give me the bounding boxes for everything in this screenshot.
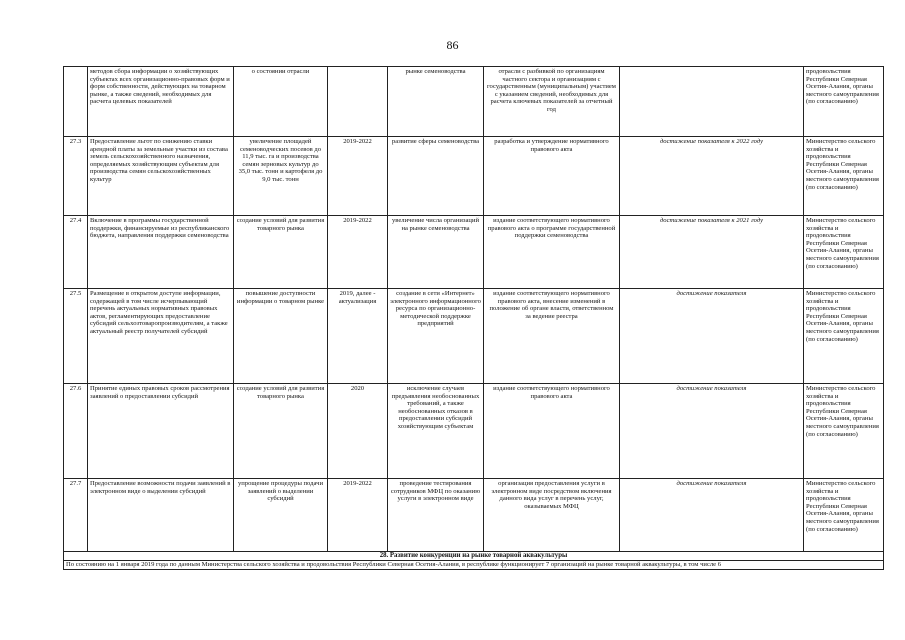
result-cell: упрощение процедуры подачи заявлений о выделении субсидий xyxy=(234,479,328,552)
section-title: 28. Развитие конкуренции на рынке товарной аквакультуры xyxy=(64,552,884,561)
period-cell xyxy=(328,67,388,137)
document-cell: организация предоставления услуги в электронном виде посредством включения данного вида услуг в перечень услуг, оказываемых МФЦ xyxy=(484,479,620,552)
indicator-cell: достижение показателя к 2022 году xyxy=(620,137,804,216)
period-cell: 2019, далее - актуализация xyxy=(328,289,388,384)
indicator-cell: достижение показателя xyxy=(620,479,804,552)
document-cell: отрасли с разбивкой по организациям частного сектора и организациям с государственным (муниципальным) участием с указанием сведений, необходимых для расчета ключевых показателей за отчетный год xyxy=(484,67,620,137)
effect-cell: исключение случаев предъявления необоснованных требований, а также необоснованных отказов в предоставлении субсидий хозяйствующим субъектам xyxy=(388,384,484,479)
row-number: 27.6 xyxy=(64,384,88,479)
activity-cell: методов сбора информации о хозяйствующих субъектах всех организационно-правовых форм и форм собственности, действующих на товарном рынке, а также сведений, необходимых для расчета целевых показателей xyxy=(88,67,234,137)
effect-cell: проведение тестирования сотрудников МФЦ по оказанию услуги в электронном виде xyxy=(388,479,484,552)
document-cell: издание соответствующего нормативного правового акта, внесение изменений в положение об органе власти, ответственном за ведение реестра xyxy=(484,289,620,384)
result-cell: увеличение площадей семеноводческих посевов до 11,9 тыс. га и производства семян зерновых культур до 35,0 тыс. тонн и картофеля до 9,0 тыс. тонн xyxy=(234,137,328,216)
executor-cell: Министерство сельского хозяйства и продовольствия Республики Северная Осетия-Алания, органы местного самоуправления (по согласованию) xyxy=(804,479,884,552)
period-cell: 2019-2022 xyxy=(328,216,388,289)
row-number: 27.5 xyxy=(64,289,88,384)
executor-cell: Министерство сельского хозяйства и продовольствия Республики Северная Осетия-Алания, органы местного самоуправления (по согласованию) xyxy=(804,137,884,216)
activity-cell: Размещение в открытом доступе информации, содержащей в том числе исчерпывающий перечень актуальных нормативных правовых актов, регламентирующих предоставление субсидий сельхозтоваропроизводителям, а также актуальный реестр получателей субсидий xyxy=(88,289,234,384)
page-number: 86 xyxy=(446,38,459,52)
indicator-cell: достижение показателя xyxy=(620,289,804,384)
result-cell: создание условий для развития товарного рынка xyxy=(234,216,328,289)
effect-cell: развитие сферы семеноводства xyxy=(388,137,484,216)
period-cell: 2019-2022 xyxy=(328,479,388,552)
document-cell: издание соответствующего нормативного правового акта о программе государственной поддержки семеноводства xyxy=(484,216,620,289)
table-body xyxy=(64,67,884,570)
activity-cell: Предоставление возможности подачи заявлений в электронном виде о выделении субсидий xyxy=(88,479,234,552)
document-cell: издание соответствующего нормативного правового акта xyxy=(484,384,620,479)
period-cell: 2020 xyxy=(328,384,388,479)
note-row xyxy=(64,561,884,570)
effect-cell: рынке семеноводства xyxy=(388,67,484,137)
executor-cell: продовольствия Республики Северная Осетия-Алания, органы местного самоуправления (по согласованию) xyxy=(804,67,884,137)
document-cell: разработка и утверждение нормативного правового акта xyxy=(484,137,620,216)
row-number xyxy=(64,67,88,137)
indicator-cell: достижение показателя xyxy=(620,384,804,479)
section-row xyxy=(64,552,884,561)
executor-cell: Министерство сельского хозяйства и продовольствия Республики Северная Осетия-Алания, органы местного самоуправления (по согласованию) xyxy=(804,384,884,479)
table-row xyxy=(64,384,884,479)
result-cell: повышение доступности информации о товарном рынке xyxy=(234,289,328,384)
table-row xyxy=(64,216,884,289)
table-row xyxy=(64,137,884,216)
activity-cell: Включение в программы государственной поддержки, финансируемые из республиканского бюджета, направления поддержки семеноводства xyxy=(88,216,234,289)
row-number: 27.4 xyxy=(64,216,88,289)
indicator-cell xyxy=(620,67,804,137)
table-row xyxy=(64,479,884,552)
indicator-cell: достижение показателя к 2021 году xyxy=(620,216,804,289)
period-cell: 2019-2022 xyxy=(328,137,388,216)
section-note: По состоянию на 1 января 2019 года по данным Министерства сельского хозяйства и продовольствия Республики Северная Осетия-Алания, в республике функционирует 7 организаций на рынке товарной аквакультуры, в том числе 6 xyxy=(64,561,884,570)
activity-cell: Предоставление льгот по снижению ставки арендной платы за земельные участки из состава земель сельскохозяйственного назначения, определяемых хозяйствующим субъектам для производства семян сельскохозяйственных культур xyxy=(88,137,234,216)
table-row xyxy=(64,289,884,384)
executor-cell: Министерство сельского хозяйства и продовольствия Республики Северная Осетия-Алания, органы местного самоуправления (по согласованию) xyxy=(804,216,884,289)
row-number: 27.7 xyxy=(64,479,88,552)
table-row xyxy=(64,67,884,137)
row-number: 27.3 xyxy=(64,137,88,216)
executor-cell: Министерство сельского хозяйства и продовольствия Республики Северная Осетия-Алания, органы местного самоуправления (по согласованию) xyxy=(804,289,884,384)
activity-cell: Принятие единых правовых сроков рассмотрения заявлений о предоставлении субсидий xyxy=(88,384,234,479)
result-cell: о состоянии отрасли xyxy=(234,67,328,137)
result-cell: создание условий для развития товарного рынка xyxy=(234,384,328,479)
measures-table xyxy=(63,66,884,570)
effect-cell: увеличение числа организаций на рынке семеноводства xyxy=(388,216,484,289)
effect-cell: создание в сети «Интернет» электронного информационного ресурса по организационно-методической поддержке предприятий xyxy=(388,289,484,384)
